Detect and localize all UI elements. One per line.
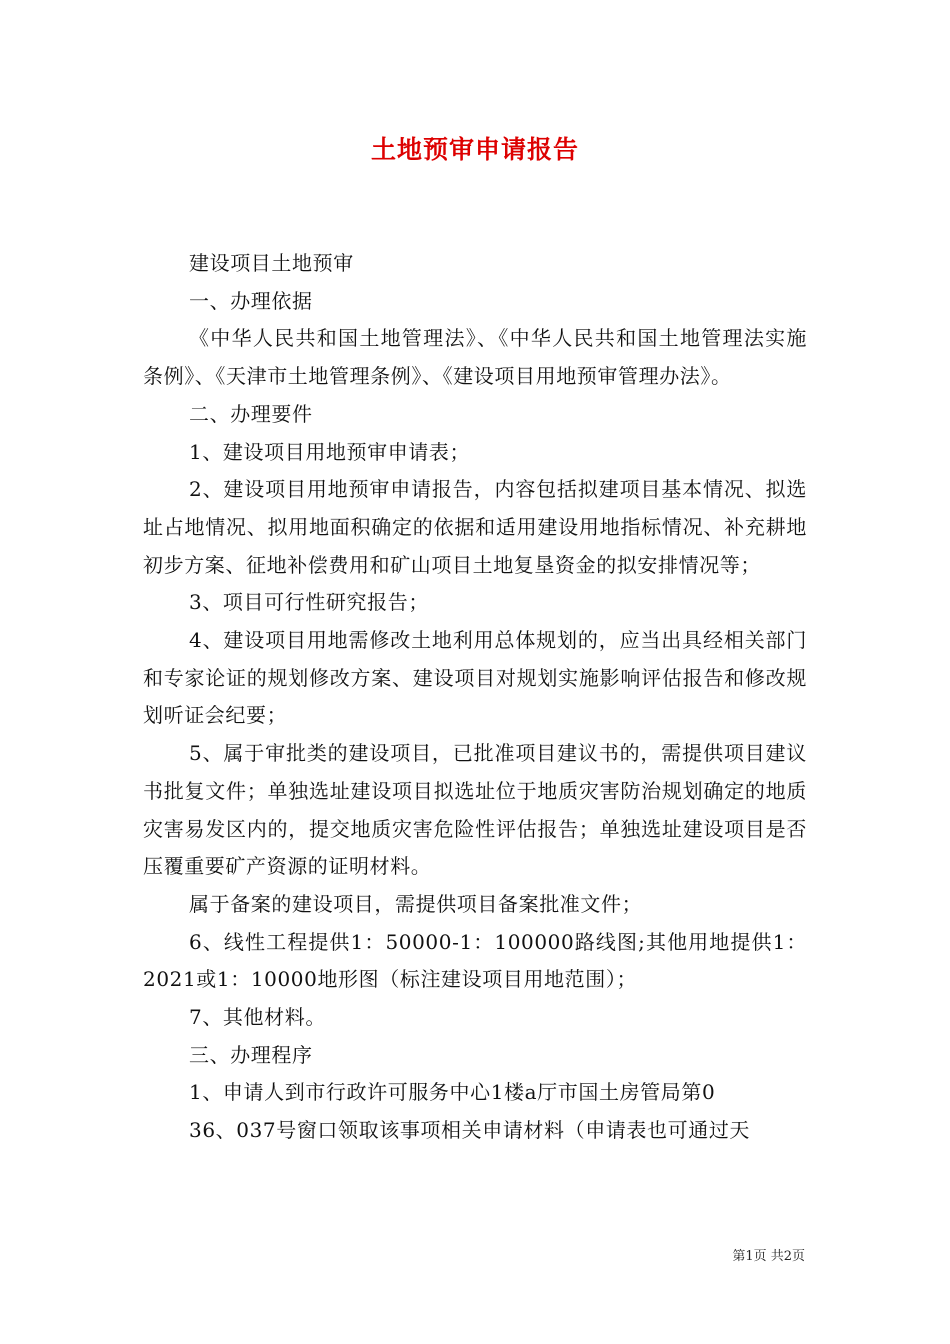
list-item: 5、属于审批类的建设项目，已批准项目建议书的，需提供项目建议书批复文件；单独选址建设项目拟选址位于地质灾害防治规划确定的地质灾害易发区内的，提交地质灾害危险性评估报告；单独选址建设项目是否压覆重要矿产资源的证明材料。 [143, 741, 807, 879]
section-heading: 二、办理要件 [189, 401, 313, 426]
document-body [143, 245, 807, 1150]
list-item: 7、其他材料。 [189, 1005, 326, 1030]
paragraph: 36、037号窗口领取该事项相关申请材料（申请表也可通过天 [189, 1118, 751, 1143]
list-item: 2、建设项目用地预审申请报告，内容包括拟建项目基本情况、拟选址占地情况、拟用地面积确定的依据和适用建设用地指标情况、补充耕地初步方案、征地补偿费用和矿山项目土地复垦资金的拟安排情况等； [143, 477, 807, 577]
list-item: 4、建设项目用地需修改土地利用总体规划的，应当出具经相关部门和专家论证的规划修改方案、建设项目对规划实施影响评估报告和修改规划听证会纪要； [143, 628, 807, 728]
page-number: 第1页 共2页 [732, 1249, 805, 1264]
document-title: 土地预审申请报告 [370, 135, 579, 164]
list-item: 3、项目可行性研究报告； [189, 590, 429, 615]
section-heading: 三、办理程序 [189, 1042, 313, 1067]
list-item: 1、申请人到市行政许可服务中心1楼a厅市国土房管局第0 [189, 1080, 716, 1105]
section-heading: 一、办理依据 [189, 288, 313, 313]
list-item: 1、建设项目用地预审申请表； [189, 439, 471, 464]
paragraph: 建设项目土地预审 [189, 251, 354, 275]
paragraph: 属于备案的建设项目，需提供项目备案批准文件； [189, 891, 643, 916]
paragraph: 《中华人民共和国土地管理法》、《中华人民共和国土地管理法实施条例》、《天津市土地管理条例》、《建设项目用地预审管理办法》。 [143, 326, 807, 389]
list-item: 6、线性工程提供1：50000-1：100000路线图;其他用地提供1：2021或1：10000地形图（标注建设项目用地范围）； [143, 929, 807, 992]
